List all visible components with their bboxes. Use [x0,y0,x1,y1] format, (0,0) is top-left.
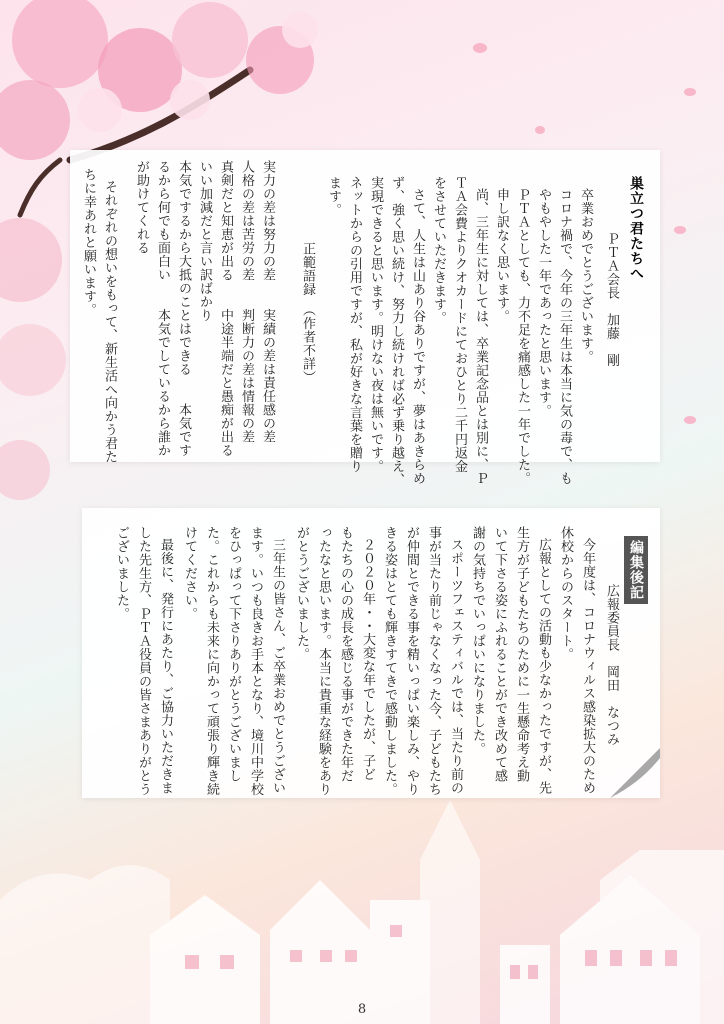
article2-title: 編集後記 [624,536,648,604]
article2-line: ったなと思います。本当に貴重な経験をあり [316,526,331,796]
article1-author: ＰＴＡ会長 加藤 剛 [604,232,619,367]
article2-line: ます。いつも良きお手本となり、境川中学校 [248,526,263,796]
article2-line: した先生方、ＰＴＡ役員の皆さまありがとう [136,526,151,796]
page-number: 8 [357,1002,367,1017]
article1-line: ます。 [326,176,341,217]
article2-line: をひっぱって下さりありがとうございまし [226,526,241,783]
article1-quote-line: 実力の差は努力の差 実績の差は責任感の差 [260,160,275,444]
article1-line: コロナ禍で、今年の三年生は本当に気の毒で、も [557,188,572,485]
article2-line: きる姿はとても輝きすてきで感動しました。 [382,526,397,796]
article2-line: 休校からのスタート。 [558,526,573,661]
article-panel-editors-note [82,508,660,798]
article2-line: ございました。 [114,526,129,621]
article1-line: ＰＴＡとしても、力不足を痛感した一年でした。 [515,188,530,485]
article1-quote-line: が助けてくれる [134,160,149,255]
article2-line: 生方が子どもたちのために一生懸命考え動 [514,526,529,783]
townscape-silhouette [0,800,724,1024]
article1-line: ネットからの引用ですが、私が好きな言葉を贈り [347,176,362,473]
article-panel-graduation-message [70,150,660,487]
article1-quote-line: 本気でするから大抵のことはできる 本気です [176,160,191,457]
article1-quote-line: るから何でも面白い 本気でしているから誰か [155,160,170,457]
article1-quote-line: 人格の差は苦労の差 判断力の差は情報の差 [239,160,254,444]
article2-line: いて下さる姿にふれることができ改めて感 [492,526,507,783]
article2-line: ２０２０年・・大変な年でしたが、子ど [360,538,375,781]
article1-title: 巣立つ君たちへ [628,176,644,281]
article1-line: 実現できると思います。明けない夜は無いです。 [368,176,383,473]
article2-line: 謝の気持ちでいっぱいになりました。 [470,526,485,756]
article2-line: が仲間とできる事を精いっぱい楽しみ、やり [404,526,419,796]
article2-line: 今年度は、コロナウィルス感染拡大のため [580,538,595,795]
article1-line: 申し訳なく思います。 [494,188,509,323]
article1-closing-line: それぞれの想いをもって、新生活へ向かう君た [102,180,117,464]
page-fold-corner [610,748,660,798]
article1-line: さて、人生は山あり谷ありですが、夢はあきらめ [410,188,425,485]
article2-line: けてください。 [182,526,197,621]
article1-line: 尚、三年生に対しては、卒業記念品とは別に、Ｐ [473,188,488,485]
article2-line: た。これからも未来に向かって頑張り輝き続 [204,526,219,796]
article2-line: 事が当たり前じゃなくなった今、子どもたち [426,526,441,796]
article2-line: がとうございました。 [294,526,309,661]
article1-line: ＴＡ会費よりクオカードにておひとり二千円返金 [452,176,467,473]
article1-line: ず、強く思い続け、努力し続ければ必ず乗り越え、 [389,176,404,487]
article2-line: 広報としての活動も少なかったですが、先 [536,538,551,795]
article1-line: をさせていただきます。 [431,176,446,325]
article2-line: 最後に、発行にあたり、ご協力いただきま [158,538,173,795]
article1-closing-line: ちに幸あれと願います。 [81,168,96,317]
article1-quote-title: 正範語録 （作者不詳） [300,242,315,384]
article2-line: 三年生の皆さん、ご卒業おめでとうござい [270,538,285,795]
article1-quote-line: いい加減だと言い訳ばかり [197,160,212,322]
article2-author: 広報委員長 岡田 なつみ [604,584,619,746]
article2-line: スポーツフェスティバルでは、当たり前の [448,538,463,795]
article1-quote-line: 真剣だと知恵が出る 中途半端だと愚痴が出る [218,160,233,457]
article1-line: 卒業おめでとうございます。 [578,188,593,364]
article1-line: やもやした一年であったと思います。 [536,188,551,418]
article2-line: もたちの心の成長を感じる事ができた年だ [338,526,353,783]
